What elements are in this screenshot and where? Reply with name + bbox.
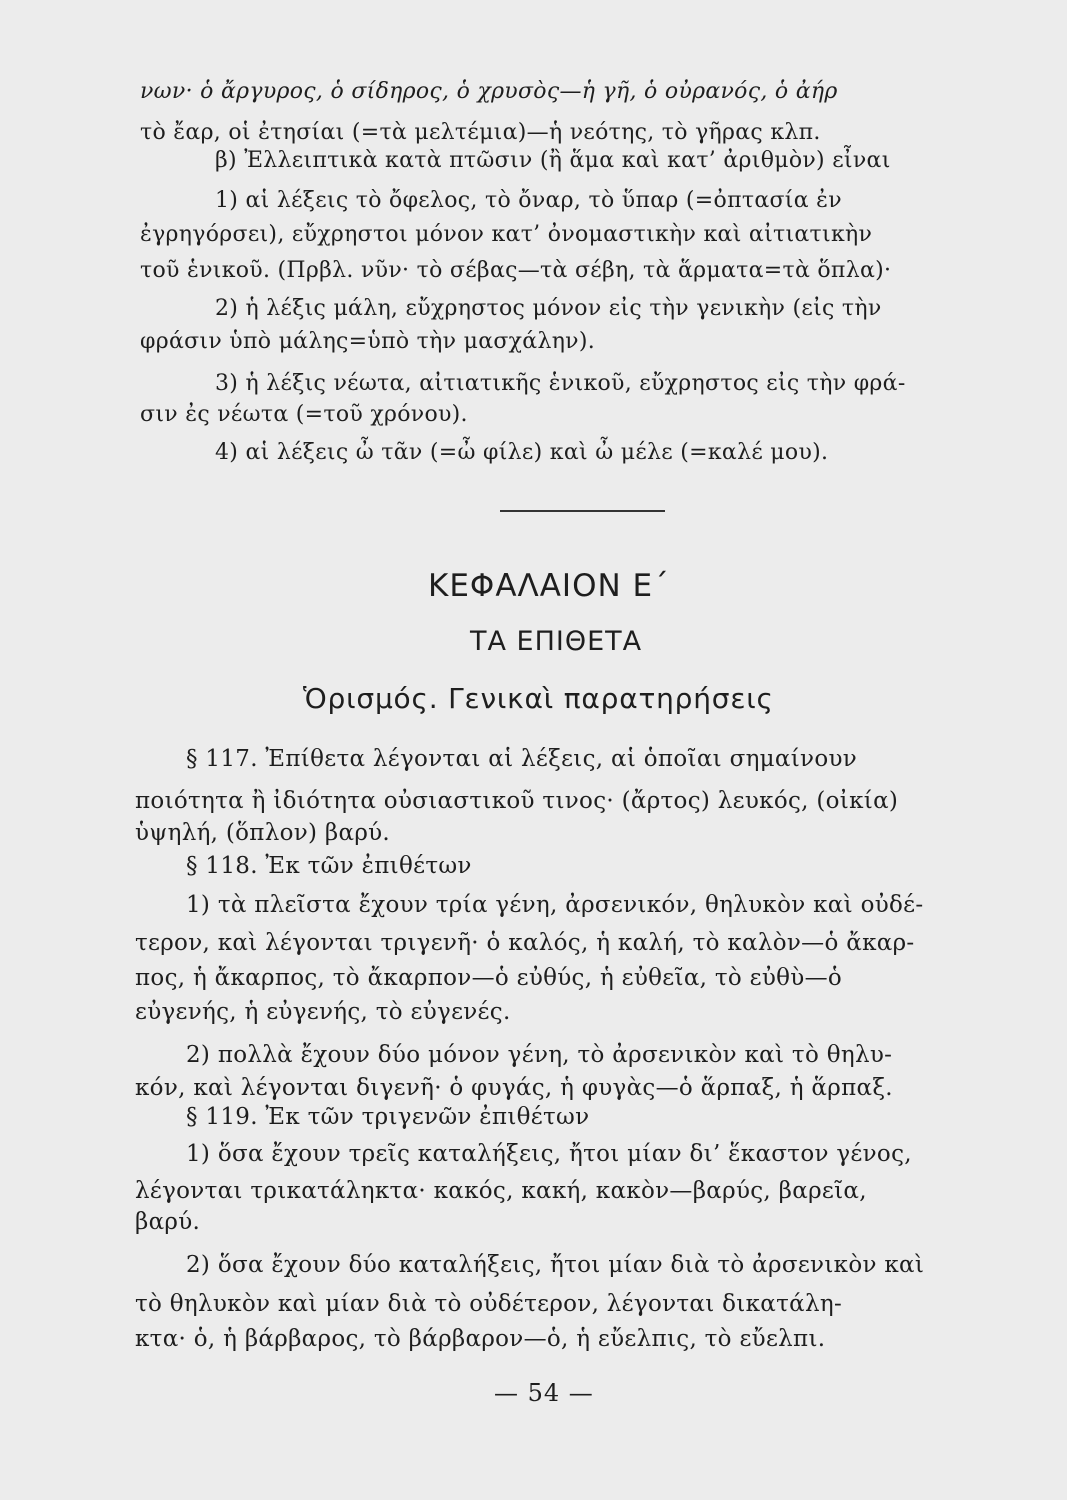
paragraph-118-line: τερον, καὶ λέγονται τριγενῆ· ὁ καλός, ἡ καλή, τὸ καλὸν—ὁ ἄκαρ-: [135, 930, 915, 956]
chapter-heading: ΚΕΦΑΛΑΙΟΝ Ε΄: [428, 568, 670, 604]
page-number: — 54 —: [494, 1379, 594, 1407]
paragraph-117-line: ποιότητα ἢ ἰδιότητα οὐσιαστικοῦ τινος· (ἄρτος) λευκός, (οἰκία): [135, 788, 899, 814]
paragraph-119-line: § 119. Ἐκ τῶν τριγενῶν ἐπιθέτων: [186, 1104, 590, 1130]
text-line: 4) αἱ λέξεις ὦ τᾶν (=ὦ φίλε) καὶ ὦ μέλε (=καλέ μου).: [215, 440, 829, 465]
paragraph-118-line: 2) πολλὰ ἔχουν δύο μόνον γένη, τὸ ἀρσενικὸν καὶ τὸ θηλυ-: [186, 1042, 893, 1068]
text-line: ἐγρηγόρσει), εὔχρηστοι μόνον κατ’ ὀνομαστικὴν καὶ αἰτιατικὴν: [140, 222, 873, 247]
paragraph-118-line: κόν, καὶ λέγονται διγενῆ· ὁ φυγάς, ἡ φυγὰς—ὁ ἅρπαξ, ἡ ἅρπαξ.: [135, 1075, 893, 1101]
paragraph-118-line: πος, ἡ ἄκαρπος, τὸ ἄκαρπον—ὁ εὐθύς, ἡ εὐθεῖα, τὸ εὐθὺ—ὁ: [135, 965, 843, 991]
paragraph-118-line: 1) τὰ πλεῖστα ἔχουν τρία γένη, ἀρσενικόν, θηλυκὸν καὶ οὐδέ-: [186, 892, 924, 918]
paragraph-119-line: κτα· ὁ, ἡ βάρβαρος, τὸ βάρβαρον—ὁ, ἡ εὔελπις, τὸ εὔελπι.: [135, 1326, 826, 1352]
section-subtitle: Ὁρισμός. Γενικαὶ παρατηρήσεις: [303, 682, 774, 715]
paragraph-119-line: 1) ὅσα ἔχουν τρεῖς καταλήξεις, ἤτοι μίαν δι’ ἕκαστον γένος,: [186, 1141, 912, 1167]
text-line: τὸ ἔαρ, οἱ ἐτησίαι (=τὰ μελτέμια)—ἡ νεότης, τὸ γῆρας κλπ.: [140, 120, 821, 145]
text-line: φράσιν ὑπὸ μάλης=ὑπὸ τὴν μασχάλην).: [140, 329, 596, 354]
paragraph-118-line: § 118. Ἐκ τῶν ἐπιθέτων: [186, 853, 472, 879]
text-line: 1) αἱ λέξεις τὸ ὄφελος, τὸ ὄναρ, τὸ ὕπαρ (=ὀπτασία ἐν: [215, 188, 842, 213]
text-line: νων· ὁ ἄργυρος, ὁ σίδηρος, ὁ χρυσὸς—ἡ γῆ, ὁ οὐρανός, ὁ ἀήρ: [140, 79, 838, 104]
paragraph-119-line: τὸ θηλυκὸν καὶ μίαν διὰ τὸ οὐδέτερον, λέγονται δικατάλη-: [135, 1291, 843, 1317]
paragraph-119-line: 2) ὅσα ἔχουν δύο καταλήξεις, ἤτοι μίαν διὰ τὸ ἀρσενικὸν καὶ: [186, 1252, 925, 1278]
text-line: 2) ἡ λέξις μάλη, εὔχρηστος μόνον εἰς τὴν γενικὴν (εἰς τὴν: [215, 296, 882, 321]
paragraph-118-line: εὐγενής, ἡ εὐγενής, τὸ εὐγενές.: [135, 999, 511, 1025]
chapter-title: ΤΑ ΕΠΙΘΕΤΑ: [470, 626, 643, 657]
paragraph-119-line: λέγονται τρικατάληκτα· κακός, κακή, κακὸν—βαρύς, βαρεῖα,: [135, 1178, 867, 1204]
section-divider: [500, 510, 665, 512]
text-line: β) Ἐλλειπτικὰ κατὰ πτῶσιν (ἢ ἅμα καὶ κατ’ ἀριθμὸν) εἶναι: [215, 148, 891, 173]
paragraph-119-line: βαρύ.: [135, 1209, 201, 1235]
text-line: 3) ἡ λέξις νέωτα, αἰτιατικῆς ἑνικοῦ, εὔχρηστος εἰς τὴν φρά-: [215, 371, 906, 396]
text-line: σιν ἐς νέωτα (=τοῦ χρόνου).: [140, 402, 468, 427]
text-line: τοῦ ἑνικοῦ. (Πρβλ. νῦν· τὸ σέβας—τὰ σέβη, τὰ ἅρματα=τὰ ὅπλα)·: [140, 258, 892, 283]
paragraph-117-line: § 117. Ἐπίθετα λέγονται αἱ λέξεις, αἱ ὁποῖαι σημαίνουν: [186, 746, 858, 772]
paragraph-117-line: ὑψηλή, (ὅπλον) βαρύ.: [135, 820, 391, 846]
